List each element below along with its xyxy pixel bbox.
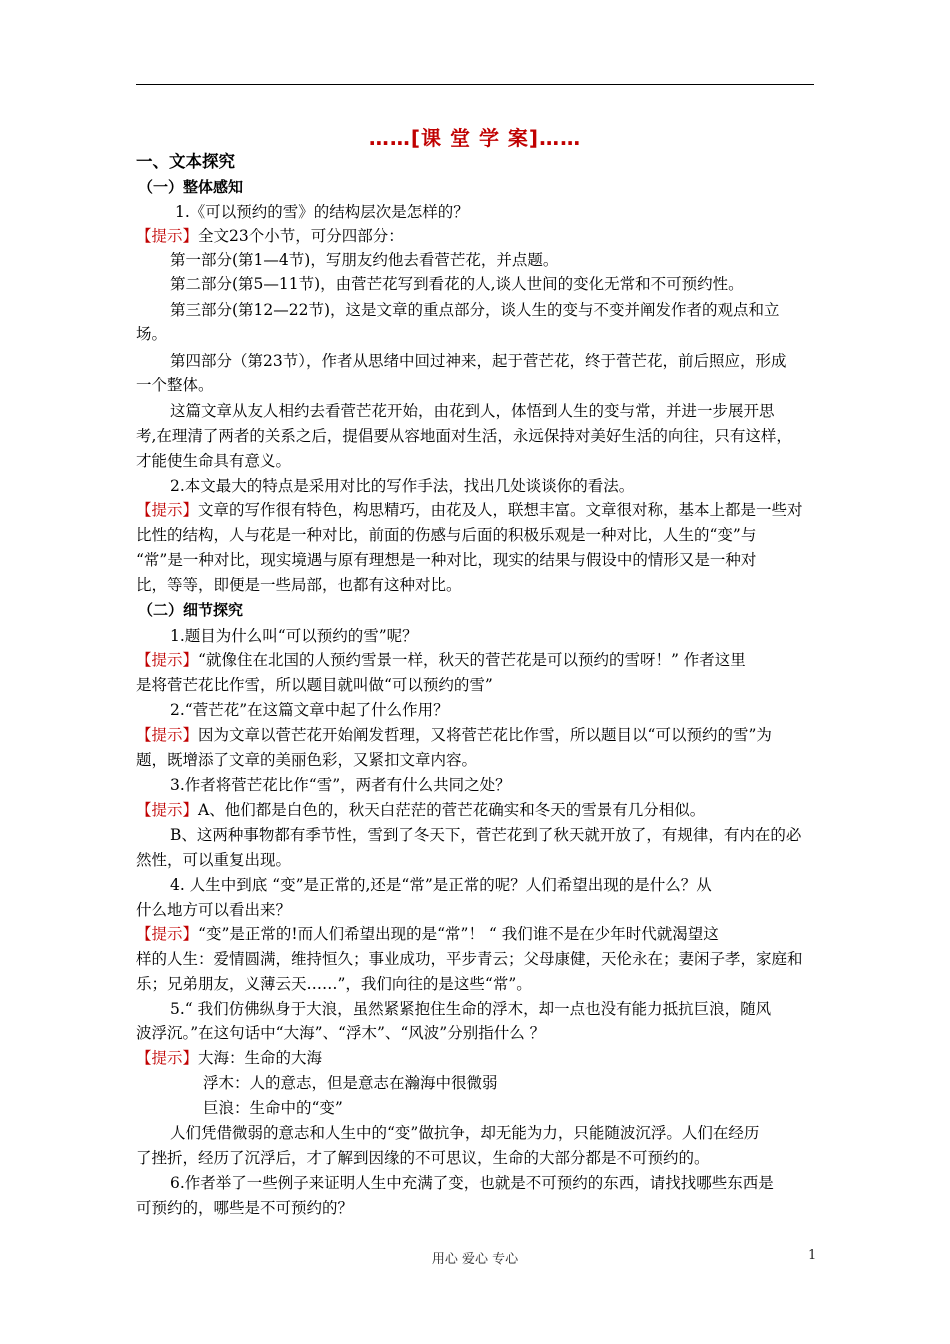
question-text: 波浮沉。”在这句话中“大海”、“浮木”、“风波”分别指什么 ？: [136, 1024, 546, 1042]
body-line: 第三部分(第12—22节)，这是文章的重点部分，谈人生的变与不变并阐发作者的观点和立: [170, 301, 780, 319]
body-line: 一个整体。: [136, 376, 214, 394]
body-line: 样的人生：爱情圆满，维持恒久；事业成功，平步青云；父母康健，天伦永在；妻闲子孝，家庭和: [136, 950, 803, 968]
body-line: 了挫折，经历了沉浮后，才了解到因缘的不可思议，生命的大部分都是不可预约的。: [136, 1149, 710, 1167]
question-text: 2.“菅芒花”在这篇文章中起了什么作用？: [170, 701, 449, 719]
question-text: 4. 人生中到底 “变”是正常的,还是“常”是正常的呢？人们希望出现的是什么？从: [170, 876, 712, 894]
answer-line: 【提示】“就像住在北国的人预约雪景一样，秋天的菅芒花是可以预约的雪呀！” 作者这里: [136, 651, 746, 669]
body-line: “常”是一种对比，现实境遇与原有理想是一种对比，现实的结果与假设中的情形又是一种对: [136, 551, 757, 569]
body-line: 是将菅芒花比作雪，所以题目就叫做“可以预约的雪”: [136, 676, 493, 694]
question-text: 2.本文最大的特点是采用对比的写作手法，找出几处谈谈你的看法。: [170, 477, 635, 495]
body-line: 浮木：人的意志，但是意志在瀚海中很微弱: [203, 1074, 498, 1092]
tip-label: 【提示】: [136, 501, 199, 519]
body-line: 题，既增添了文章的美丽色彩，又紧扣文章内容。: [136, 751, 478, 769]
body-line: 比，等等，即便是一些局部，也都有这种对比。: [136, 576, 462, 594]
body-line: 比性的结构，人与花是一种对比，前面的伤感与后面的积极乐观是一种对比，人生的“变”与: [136, 526, 757, 544]
answer-line: 【提示】“变”是正常的!而人们希望出现的是“常”！ “ 我们谁不是在少年时代就渴望这: [136, 925, 719, 943]
answer-line: 【提示】全文23个小节，可分四部分：: [136, 227, 404, 245]
body-line: 巨浪：生命中的“变”: [203, 1099, 343, 1117]
page-number: 1: [808, 1248, 817, 1263]
tip-label: 【提示】: [136, 925, 199, 943]
body-line: 第二部分(第5—11节)，由菅芒花写到看花的人,谈人世间的变化无常和不可预约性。: [170, 275, 744, 293]
page-footer: 用心 爱心 专心: [431, 1252, 519, 1267]
tip-label: 【提示】: [136, 1049, 199, 1067]
page-title: ……[课 堂 学 案]……: [368, 126, 582, 150]
body-line: B、这两种事物都有季节性，雪到了冬天下，菅芒花到了秋天就开放了，有规律，有内在的必: [170, 826, 802, 844]
question-text: 1.《可以预约的雪》的结构层次是怎样的？: [175, 203, 469, 221]
body-line: 这篇文章从友人相约去看菅芒花开始，由花到人，体悟到人生的变与常，并进一步展开思: [170, 402, 775, 420]
body-line: 第四部分（第23节），作者从思绪中回过神来，起于菅芒花，终于菅芒花，前后照应，形成: [170, 352, 787, 370]
tip-label: 【提示】: [136, 227, 199, 245]
answer-line: 【提示】因为文章以菅芒花开始阐发哲理，又将菅芒花比作雪，所以题目以“可以预约的雪”为: [136, 726, 772, 744]
answer-line: 【提示】A、他们都是白色的，秋天白茫茫的菅芒花确实和冬天的雪景有几分相似。: [136, 801, 706, 819]
tip-label: 【提示】: [136, 801, 199, 819]
section-heading: 一、文本探究: [136, 152, 235, 171]
question-text: 什么地方可以看出来？: [136, 901, 292, 919]
body-line: 乐；兄弟朋友，义薄云天……”，我们向往的是这些“常”。: [136, 975, 532, 993]
question-text: 5.“ 我们仿佛纵身于大浪，虽然紧紧抱住生命的浮木，却一点也没有能力抵抗巨浪，随风: [170, 1000, 772, 1018]
body-line: 第一部分(第1—4节)，写朋友约他去看菅芒花，并点题。: [170, 251, 559, 269]
tip-label: 【提示】: [136, 651, 199, 669]
body-line: 考,在理清了两者的关系之后，提倡要从容地面对生活，永远保持对美好生活的向往，只有这样，: [136, 427, 792, 445]
body-line: 然性，可以重复出现。: [136, 851, 292, 869]
body-line: 人们凭借微弱的意志和人生中的“变”做抗争，却无能为力，只能随波沉浮。人们在经历: [170, 1124, 760, 1142]
question-text: 可预约的，哪些是不可预约的？: [136, 1199, 354, 1217]
subsection-heading: （二）细节探究: [138, 601, 244, 619]
header-rule: [136, 84, 814, 85]
tip-label: 【提示】: [136, 726, 199, 744]
question-text: 6.作者举了一些例子来证明人生中充满了变，也就是不可预约的东西，请找找哪些东西是: [170, 1174, 774, 1192]
question-text: 3.作者将菅芒花比作“雪”，两者有什么共同之处？: [170, 776, 511, 794]
answer-line: 【提示】文章的写作很有特色，构思精巧，由花及人，联想丰富。文章很对称，基本上都是一些对: [136, 501, 803, 519]
question-text: 1.题目为什么叫“可以预约的雪”呢？: [170, 627, 418, 645]
body-line: 场。: [136, 325, 168, 343]
body-line: 才能使生命具有意义。: [136, 452, 292, 470]
answer-line: 【提示】大海：生命的大海: [136, 1049, 323, 1067]
subsection-heading: （一）整体感知: [138, 178, 244, 196]
